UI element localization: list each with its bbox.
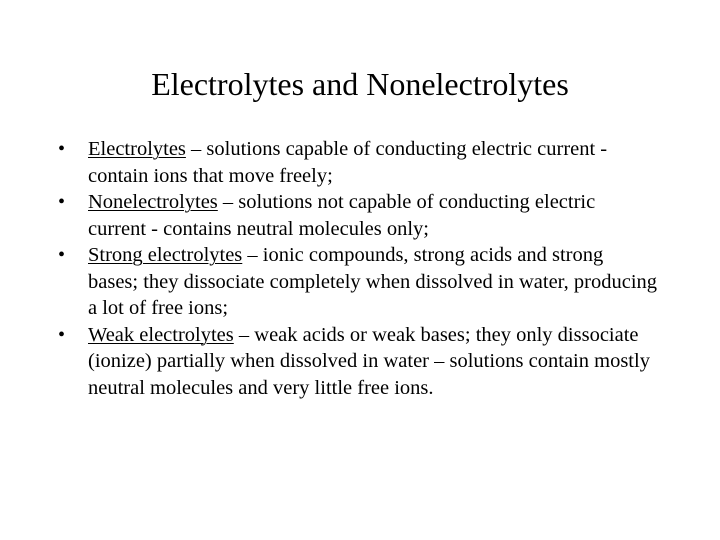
bullet-list xyxy=(58,136,658,401)
term-strong-electrolytes: Strong electrolytes xyxy=(88,244,243,266)
bullet-icon: • xyxy=(58,138,66,160)
slide-title: Electrolytes and Nonelectrolytes xyxy=(151,66,569,102)
bullet-item-nonelectrolytes xyxy=(58,189,658,242)
bullet-icon: • xyxy=(58,323,66,346)
bullet-icon: • xyxy=(58,244,66,266)
definition-strong-electrolytes: – ionic compounds, strong acids and strong bases; they dissociate completely when dissolved in water, producing a lot of free ions; xyxy=(88,244,658,319)
bullet-item-weak-electrolytes xyxy=(58,322,658,402)
term-weak-electrolytes: Weak electrolytes xyxy=(88,323,234,346)
definition-electrolytes: – solutions capable of conducting electric current - contain ions that move freely; xyxy=(88,138,608,187)
bullet-item-electrolytes xyxy=(58,136,658,189)
bullet-icon: • xyxy=(58,191,66,213)
term-nonelectrolytes: Nonelectrolytes xyxy=(88,191,218,213)
definition-weak-electrolytes: – weak acids or weak bases; they only dissociate (ionize) partially when dissolved in water – solutions contain mostly neutral molecules and very little free ions. xyxy=(88,323,650,399)
definition-nonelectrolytes: – solutions not capable of conducting electric current - contains neutral molecules only; xyxy=(88,191,596,240)
term-electrolytes: Electrolytes xyxy=(88,138,186,160)
bullet-item-strong-electrolytes xyxy=(58,242,658,322)
